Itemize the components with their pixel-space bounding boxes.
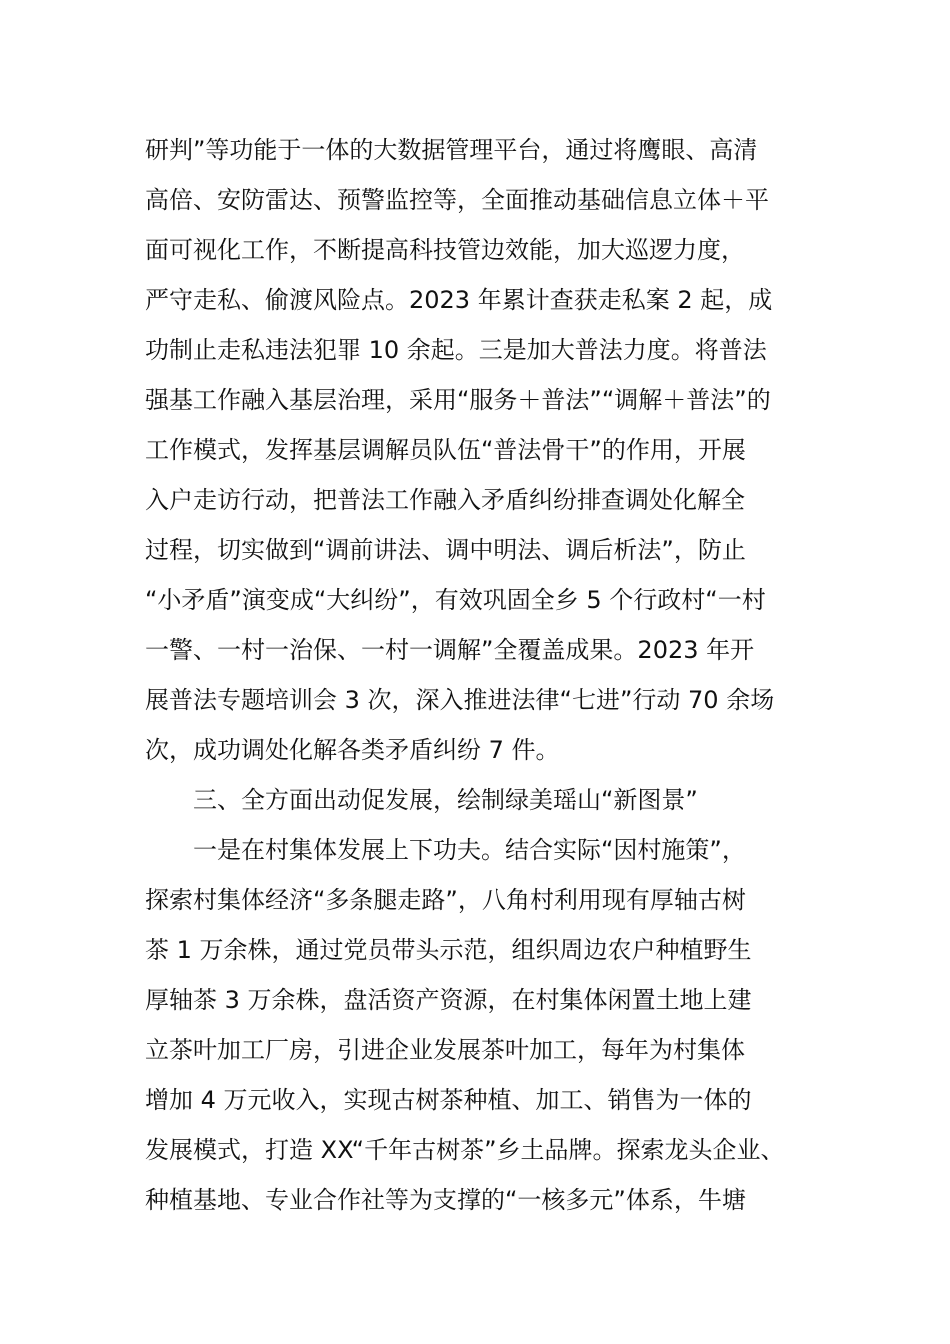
text-line: 探索村集体经济“多条腿走路”，八角村利用现有厚轴古树	[145, 886, 746, 914]
text-line: 过程，切实做到“调前讲法、调中明法、调后析法”，防止	[145, 536, 746, 564]
text-line: 增加 4 万元收入，实现古树茶种植、加工、销售为一体的	[145, 1086, 752, 1114]
text-line: 入户走访行动，把普法工作融入矛盾纠纷排查调处化解全	[145, 486, 745, 514]
text-line: 工作模式，发挥基层调解员队伍“普法骨干”的作用，开展	[145, 436, 746, 464]
text-line: 茶 1 万余株，通过党员带头示范，组织周边农户种植野生	[145, 936, 752, 964]
text-line: 高倍、安防雷达、预警监控等，全面推动基础信息立体＋平	[145, 186, 769, 214]
text-line: 严守走私、偷渡风险点。2023 年累计查获走私案 2 起，成	[145, 286, 773, 314]
text-line: 强基工作融入基层治理，采用“服务＋普法”“调解＋普法”的	[145, 386, 771, 414]
section-heading: 三、全方面出动促发展，绘制绿美瑶山“新图景”	[193, 786, 698, 814]
text-line: 立茶叶加工厂房，引进企业发展茶叶加工，每年为村集体	[145, 1036, 745, 1064]
text-line: 研判”等功能于一体的大数据管理平台，通过将鹰眼、高清	[145, 136, 758, 164]
text-line: “小矛盾”演变成“大纠纷”，有效巩固全乡 5 个行政村“一村	[145, 586, 766, 614]
text-line: 一警、一村一治保、一村一调解”全覆盖成果。2023 年开	[145, 636, 755, 664]
text-line: 展普法专题培训会 3 次，深入推进法律“七进”行动 70 余场	[145, 686, 775, 714]
text-line: 一是在村集体发展上下功夫。结合实际“因村施策”，	[193, 836, 746, 864]
text-line: 种植基地、专业合作社等为支撑的“一核多元”体系，牛塘	[145, 1186, 746, 1214]
text-line: 面可视化工作，不断提高科技管边效能，加大巡逻力度，	[145, 236, 745, 264]
text-line: 次，成功调处化解各类矛盾纠纷 7 件。	[145, 736, 560, 764]
text-line: 发展模式，打造 XX“千年古树茶”乡土品牌。探索龙头企业、	[145, 1136, 785, 1164]
text-line: 厚轴茶 3 万余株，盘活资产资源，在村集体闲置土地上建	[145, 986, 752, 1014]
text-line: 功制止走私违法犯罪 10 余起。三是加大普法力度。将普法	[145, 336, 767, 364]
